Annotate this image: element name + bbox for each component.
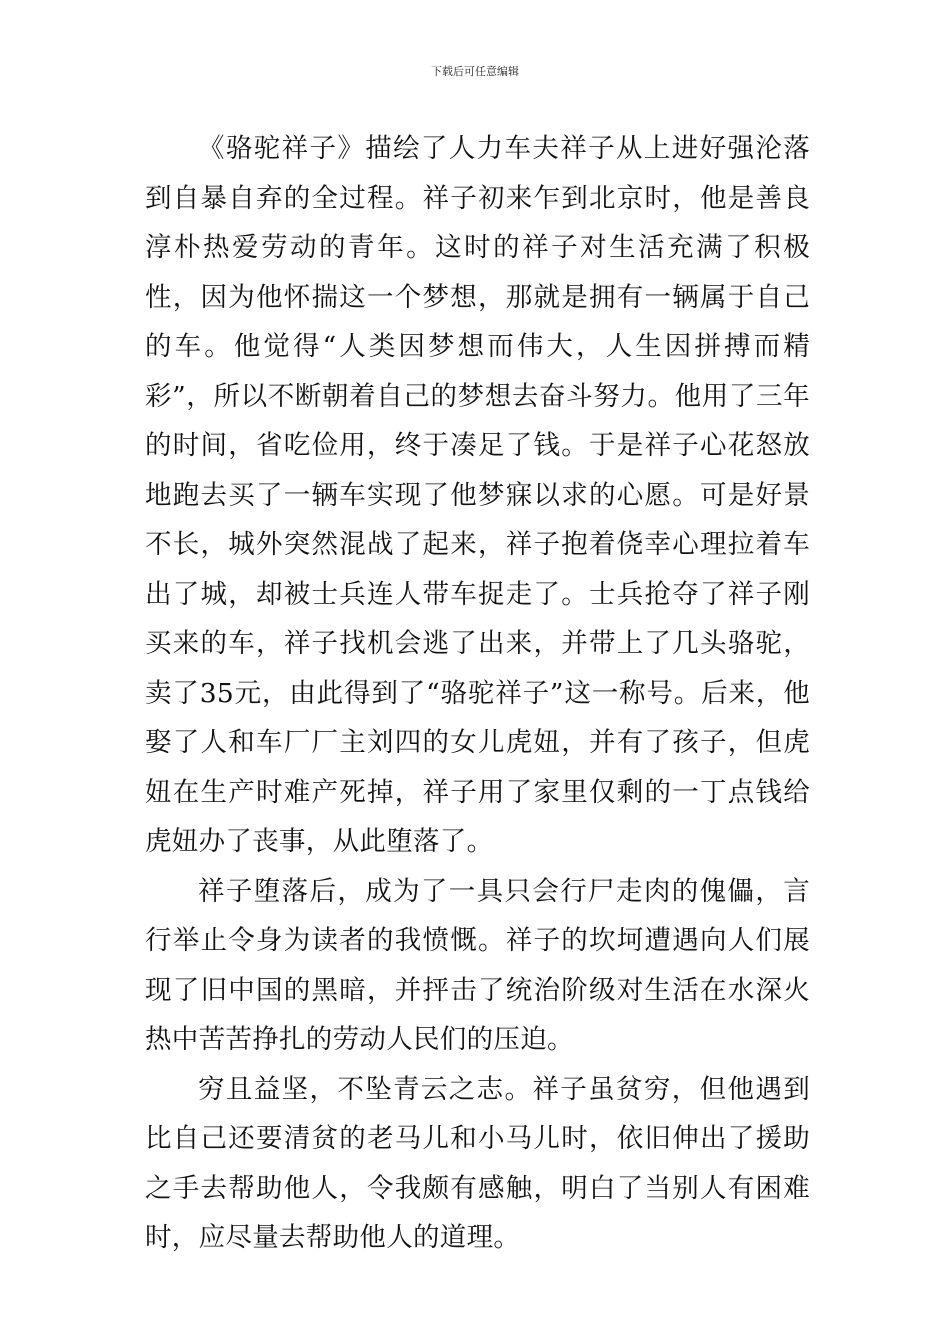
paragraph-2: 祥子堕落后，成为了一具只会行尸走肉的傀儡，言行举止令身为读者的我愤慨。祥子的坎坷遭遇向人们展现了旧中国的黑暗，并抨击了统治阶级对生活在水深火热中苦苦挣扎的劳动人民们的压迫。 xyxy=(145,875,810,1055)
document-body xyxy=(145,124,810,1263)
page-header: 下载后可任意编辑 xyxy=(431,65,519,78)
paragraph-3: 穷且益坚，不坠青云之志。祥子虽贫穷，但他遇到比自己还要清贫的老马儿和小马儿时，依旧伸出了援助之手去帮助他人，令我颇有感触，明白了当别人有困难时，应尽量去帮助他人的道理。 xyxy=(145,1073,810,1253)
paragraph-1: 《骆驼祥子》描绘了人力车夫祥子从上进好强沦落到自暴自弃的全过程。祥子初来乍到北京时，他是善良淳朴热爱劳动的青年。这时的祥子对生活充满了积极性，因为他怀揣这一个梦想，那就是拥有一辆属于自己的车。他觉得“人类因梦想而伟大，人生因拼搏而精彩”，所以不断朝着自己的梦想去奋斗努力。他用了三年的时间，省吃俭用，终于凑足了钱。于是祥子心花怒放地跑去买了一辆车实现了他梦寐以求的心愿。可是好景不长，城外突然混战了起来，祥子抱着侥幸心理拉着车出了城，却被士兵连人带车捉走了。士兵抢夺了祥子刚买来的车，祥子找机会逃了出来，并带上了几头骆驼，卖了35元，由此得到了“骆驼祥子”这一称号。后来，他娶了人和车厂厂主刘四的女儿虎妞，并有了孩子，但虎妞在生产时难产死掉，祥子用了家里仅剩的一丁点钱给虎妞办了丧事，从此堕落了。 xyxy=(145,133,810,857)
